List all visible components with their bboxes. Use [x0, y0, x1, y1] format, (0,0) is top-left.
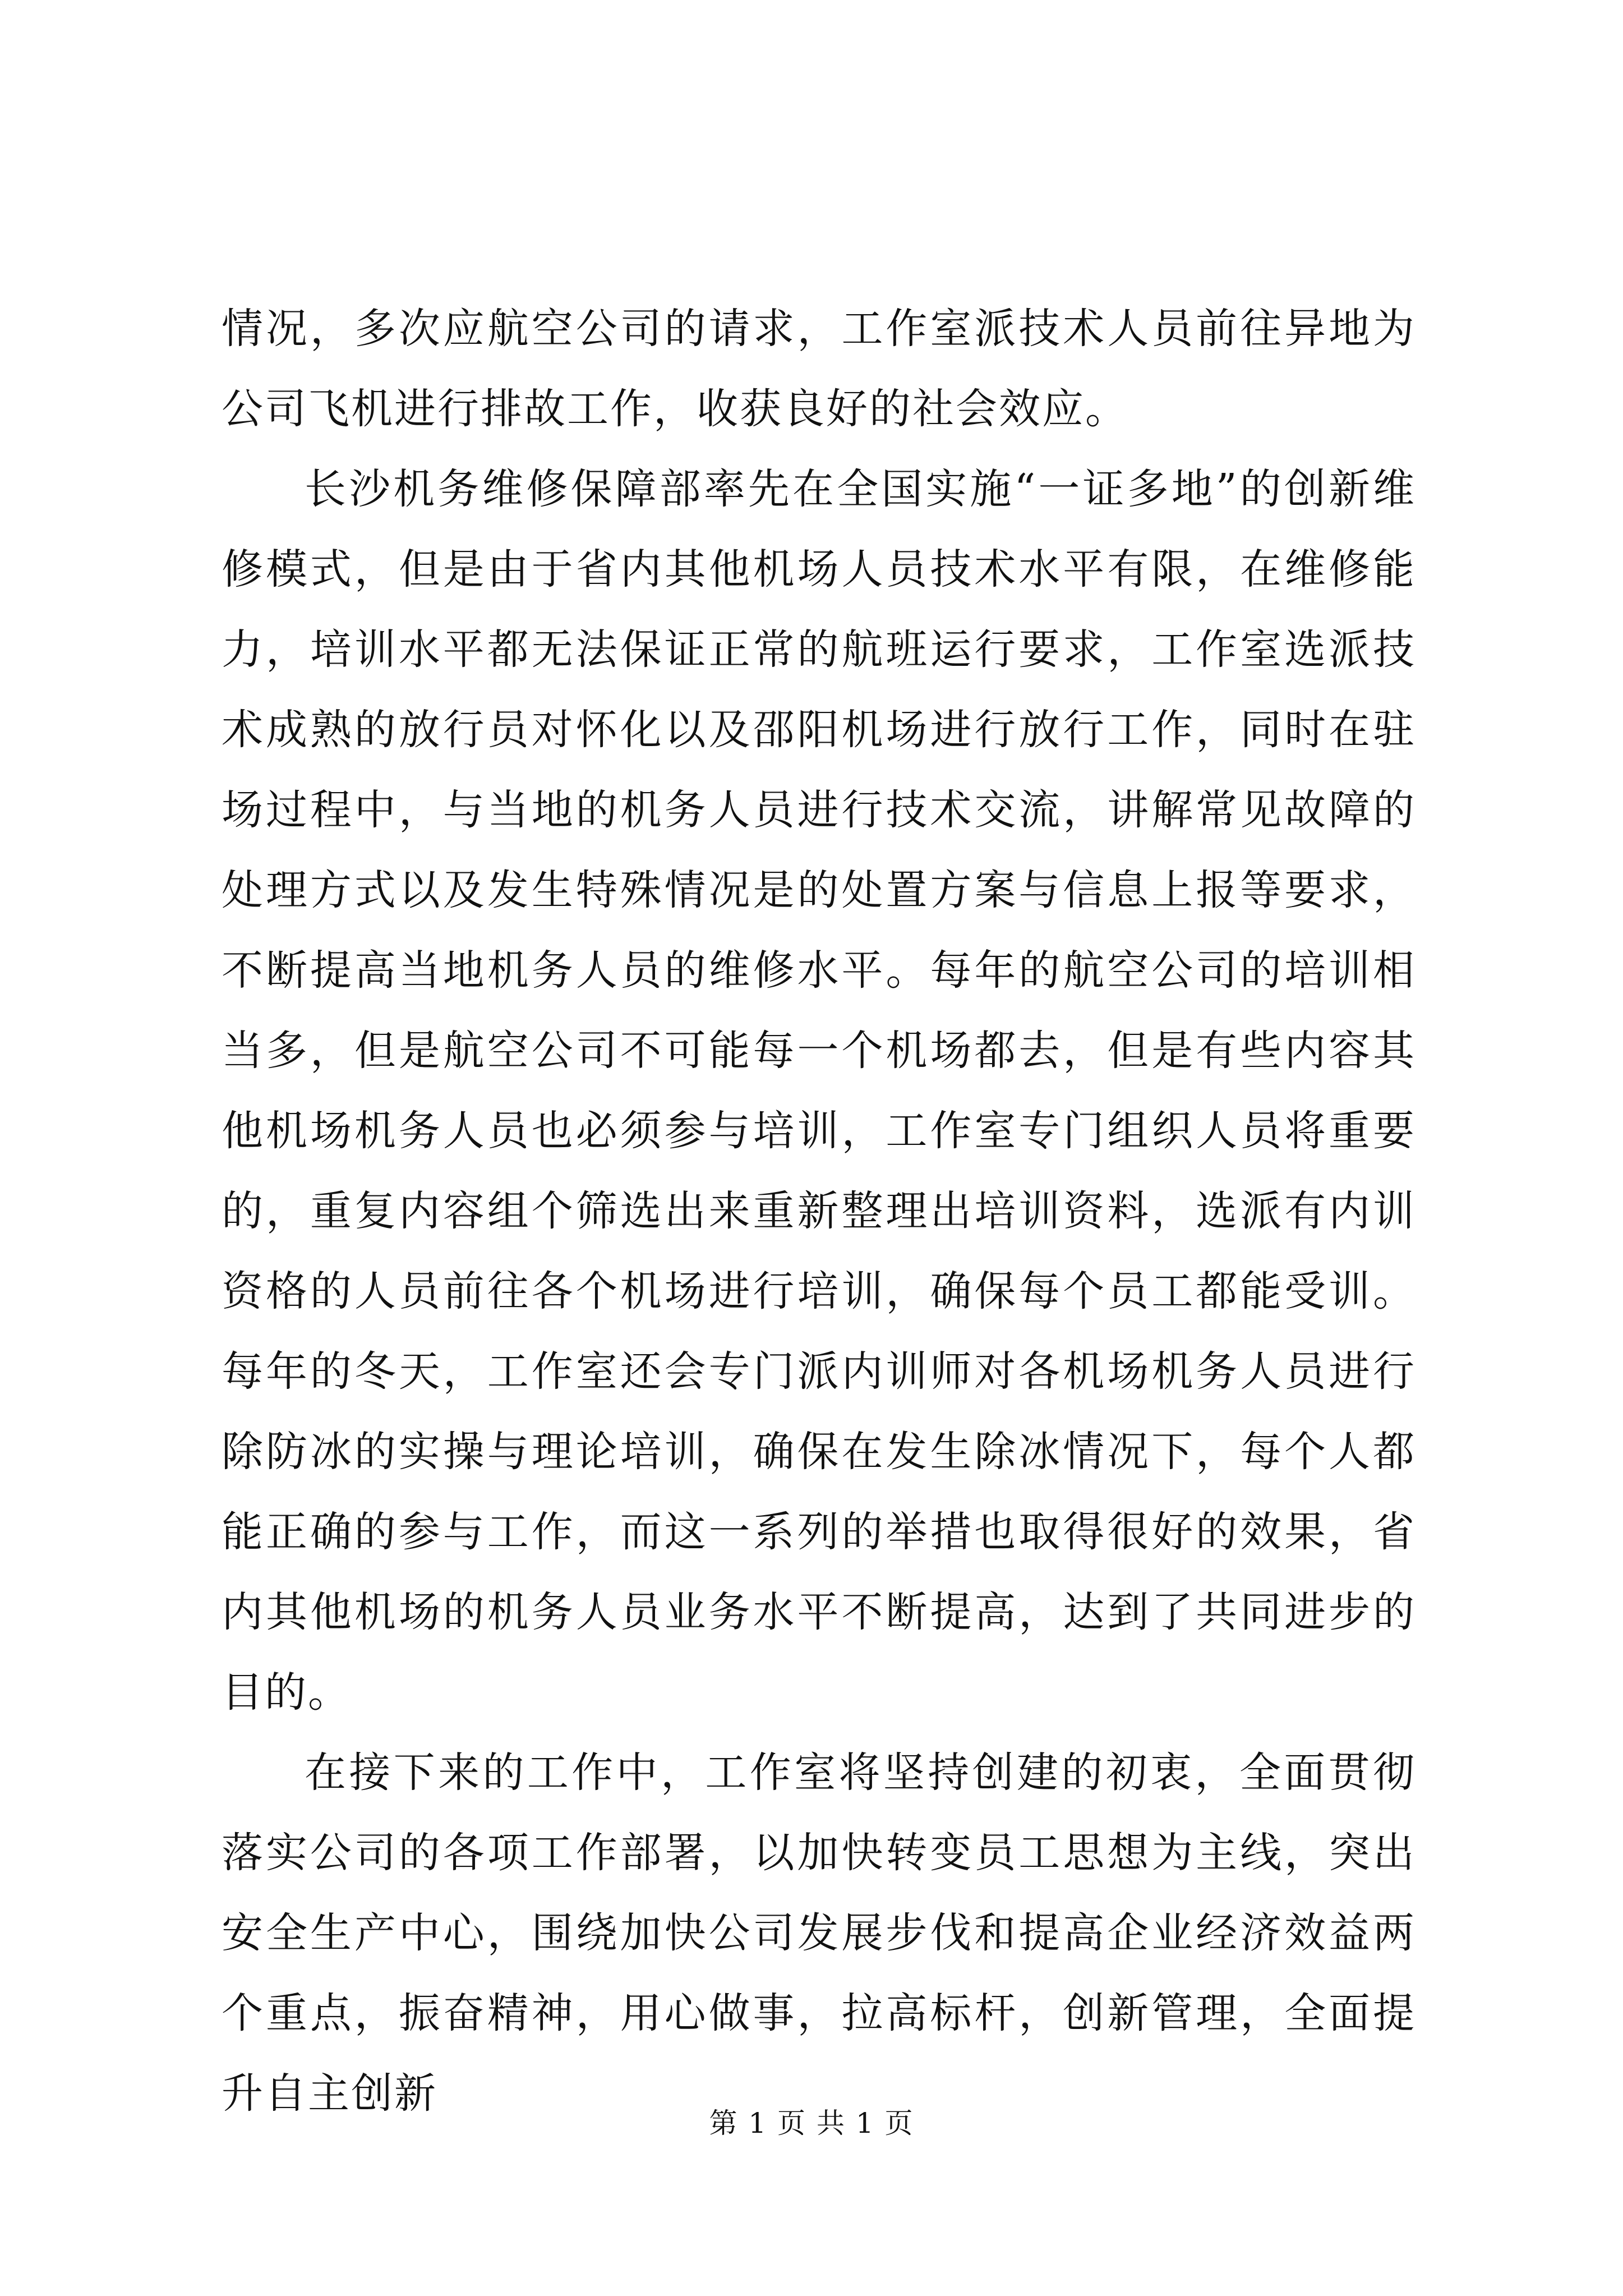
paragraph-3: 在接下来的工作中，工作室将坚持创建的初衷，全面贯彻落实公司的各项工作部署，以加快转变员工思想为主线，突出安全生产中心，围绕加快公司发展步伐和提高企业经济效益两个重点，振奋精神，用心做事，拉高标杆，创新管理，全面提升自主创新	[222, 1749, 1416, 2118]
paragraph-2: 长沙机务维修保障部率先在全国实施“一证多地”的创新维修模式，但是由于省内其他机场人员技术水平有限，在维修能力，培训水平都无法保证正常的航班运行要求，工作室选派技术成熟的放行员对怀化以及邵阳机场进行放行工作，同时在驻场过程中，与当地的机务人员进行技术交流，讲解常见故障的处理方式以及发生特殊情况是的处置方案与信息上报等要求，不断提高当地机务人员的维修水平。每年的航空公司的培训相当多，但是航空公司不可能每一个机场都去，但是有些内容其他机场机务人员也必须参与培训，工作室专门组织人员将重要的，重复内容组个筛选出来重新整理出培训资料，选派有内训资格的人员前往各个机场进行培训，确保每个员工都能受训。每年的冬天，工作室还会专门派内训师对各机场机务人员进行除防冰的实操与理论培训，确保在发生除冰情况下，每个人都能正确的参与工作，而这一系列的举措也取得很好的效果，省内其他机场的机务人员业务水平不断提高，达到了共同进步的目的。	[222, 465, 1416, 1717]
page-footer: 第 1 页 共 1 页	[709, 2107, 914, 2139]
paragraph-1: 情况，多次应航空公司的请求，工作室派技术人员前往异地为公司飞机进行排故工作，收获良好的社会效应。	[222, 305, 1416, 433]
document-body	[222, 289, 1416, 2134]
